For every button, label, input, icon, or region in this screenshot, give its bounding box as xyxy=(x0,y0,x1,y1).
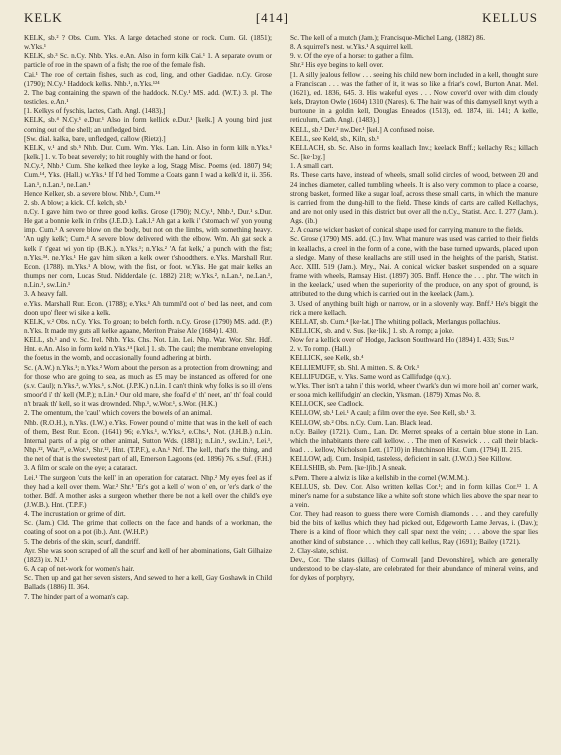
right-column-paragraph: Now fer a kellick over ol' Hodge, Jackson Southward Ho (1894) I. 433; Sus.¹² xyxy=(290,336,514,345)
right-column-paragraph: w.Yks. Ther isn't a tahn i' this world, wheer t'wark's dun wi more hoil an' corner wark, er sooa mich kellifudgin' an cleckin, Yksman. (1879) Xmas No. 8. xyxy=(290,381,538,400)
right-column-paragraph: KELLIFUDGE, v. Yks. Same word as Callifudge (q.v.). xyxy=(290,372,452,381)
left-column-paragraph: Lei.¹ The surgeon 'cuts the kell' in an operation for cataract. Nhp.² My eyes feel as if they had a kell over them. War.² Shr.¹ 'Er's got a kell o' won o' en, or 'er's dark o' the tother. Bdf. A mother asks a surgeon whether there be not a kell over the child's eye (J.W.B.). Hnt. (T.P.F.) xyxy=(24,473,272,509)
left-column-paragraph: [Sw. dial. kalka, bare, unfledged, callow (Rietz).] xyxy=(24,134,166,143)
page-header xyxy=(24,10,538,32)
right-column-paragraph: KELLOW, adj. Cum. Insipid, tasteless, deficient in salt. (J.W.O.) See Killow. xyxy=(290,455,512,464)
left-column-paragraph: Sc. Then up and gat her seven sisters, And sewed to her a kell, Gay Goshawk in Child Ballads (1886) II. 364. xyxy=(24,574,272,592)
right-column-paragraph: KELLOCK, see Cadlock. xyxy=(290,400,364,409)
right-column-paragraph: KELLOW, sb.¹ Lei.¹ A caul; a film over the eye. See Kell, sb.¹ 3. xyxy=(290,409,476,418)
right-column-paragraph: s.Pem. There a alwiz is like a kellshib in the cornel (W.M.M.). xyxy=(290,473,470,482)
left-column xyxy=(24,34,272,602)
right-column-paragraph: KELL, sb.² Der.² nw.Der.¹ [kel.] A confused noise. xyxy=(290,125,435,134)
left-column-paragraph: Cai.¹ The roe of certain fishes, such as cod, ling, and other Gadidae. n.Cy. Grose (1790); N.Cy.¹ Haddock kelks. Nhb.¹, n.Yks.¹²⁴ xyxy=(24,70,272,88)
left-column-paragraph: 7. The hinder part of a woman's cap. xyxy=(24,592,129,601)
left-column-paragraph: KELL, sb.¹ and v. Sc. Irel. Nhb. Yks. Chs. Not. Lin. Lei. Nhp. War. Wor. Shr. Hdf. Hnt. e.An. Also in form keld n.Yks.¹⁴ [kel.] 1. sb. The caul; the membrane enveloping the foetus in the womb, and occasionally found adhering at birth. xyxy=(24,336,272,363)
page-number: [414] xyxy=(255,10,289,25)
right-column-paragraph: KELLSHIB, sb. Pem. [ke·lʃib.] A sneak. xyxy=(290,464,407,473)
left-column-paragraph: Sc. (A.W.) n.Yks.¹; n.Yks.² Worn about the person as a protection from drowning; and for those who are going to sea, as much as £5 may be instanced as offered for one (s.v. Caul); n.Yks.³, w.Yks.¹, s.Not. (J.P.K.) n.Lin. I can't think why folks is so ill o'ens smoor'd i' th' kell (M.P.); n.Lin.¹ Our old mare, she foal'd e' th' neet, an' th' foal could n't braak th' kell, so it was drownded. Nhp.¹, w.Wor.¹, s.Wor. (H.K.) xyxy=(24,363,272,409)
right-column xyxy=(290,34,538,602)
right-column-paragraph: Rs. These carts have, instead of wheels, small solid circles of wood, between 20 and 24 inches diameter, called tumbling wheels. It is also very common to place a coarse, strong basket, formed like a sugar loaf, across these small carts, in which the manure is carried from the dung-hill to the field. These kinds of carts are called Kellachys, and are not only used in this district but over all the n.Cy., Statist. Acc. I. 277 (Jam.). Ags. (ib.) xyxy=(290,171,538,226)
right-column-paragraph: 2. Clay-slate, schist. xyxy=(290,546,349,555)
text-columns xyxy=(24,34,538,602)
left-column-paragraph: Ayr. She was soon scraped of all the scurf and kell of her abominations, Galt Gilhaize (1823) ix. N.I.¹ xyxy=(24,546,272,564)
right-column-paragraph: 3. Used of anything built high or narrow, or in a slovenly way. Bnff.¹ He's biggit the rick a mere kellach. xyxy=(290,299,538,317)
left-column-paragraph: Sc. (Jam.) Cld. The grime that collects on the face and hands of a workman, the coating of soot on a pot (ib.). Ant. (W.H.P.) xyxy=(24,519,272,537)
left-column-paragraph: KELK, sb.² ? Obs. Cum. Yks. A large detached stone or rock. Cum. Gl. (1851); w.Yks.¹ xyxy=(24,34,272,52)
left-column-paragraph: Nhb. (R.O.H.), n.Yks. (I.W.) e.Yks. Fower pound o' mitte that was in the kell of each of them, Best Rur. Econ. (1641) 96; e.Yks.¹, w.Yks.², e.Chs.¹, Not. (J.H.B.) n.Lin. Internal parts of a pig or other animal, Sutton Wds. (1881); n.Lin.¹, sw.Lin.¹, Lei.¹, Nhp.¹², War.²³, e.Wor.¹, Shr.¹², Hnt. (T.P.F.), e.An.¹ Nrf. The kell, that's the thing, and the net of that is the sweetest part of all, Emerson Lagoons (ed. 1896) 76. s.Suf. (F.H.) xyxy=(24,418,272,464)
left-column-paragraph: 2. sb. A blow; a kick. Cf. kelch, sb.¹ xyxy=(24,198,127,207)
right-column-paragraph: n.Cy. Bailey (1721). Cum., Lan. Dr. Merret speaks of a certain blue stone in Lan. which the inhabitants there call kellow. . . The men of Keswick . . . call their black-lead . . . kellow, Nicholson Lett. (1710) in Hutchinson Hist. Cum. (1794) II. 215. xyxy=(290,427,538,455)
right-column-paragraph: KELLIEMUFF, sb. Shl. A mitten. S. & Ork.¹ xyxy=(290,363,420,372)
left-column-paragraph: KELK, sb.³ Sc. n.Cy. Nhb. Yks. e.An. Also in form kilk Cai.¹ 1. A separate ovum or particle of roe in the spawn of a fish; the roe of the female fish. xyxy=(24,52,272,70)
left-column-paragraph: Hence Kelker, sb. a severe blow. Nhb.¹, Cum.¹⁴ xyxy=(24,189,160,198)
right-column-paragraph: Cor. They had reason to guess there were Cornish diamonds . . . and they carefully bid the bits of kellus which they had picked out, Edgeworth Lame Jervas, i. (Dav.); There is a kind of floor which they call spar next the vein; . . . above the spar lies another kind of substance . . . which they call kellus, Ray (1691); Bailey (1721). xyxy=(290,510,538,546)
right-column-paragraph: 2. v. To romp. (Hall.) xyxy=(290,345,351,354)
left-column-paragraph: 3. A heavy fall. xyxy=(24,290,68,299)
right-column-paragraph: Shr.² His eye begins to kell over. xyxy=(290,61,384,70)
right-column-paragraph: Sc. The kell of a mutch (Jam.); Francisque-Michel Lang. (1882) 86. xyxy=(290,34,486,42)
right-column-paragraph: KELLICK, see Kelk, sb.⁴ xyxy=(290,354,364,363)
left-column-paragraph: KELK, sb.⁴ N.Cy.¹ e.Dur.¹ Also in form kellick e.Dur.¹ [kelk.] A young bird just coming out of the shell; an unfledged bird. xyxy=(24,116,272,134)
left-column-paragraph: KELK, v.¹ and sb.⁵ Nhb. Dur. Cum. Wm. Yks. Lan. Lin. Also in form kilk n.Yks.¹ [kelk.] 1. v. To beat severely; to hit roughly with the hand or foot. xyxy=(24,143,272,162)
left-column-paragraph: N.Cy.², Nhb.¹ Cum. She kelked thee leyke a log, Stagg Misc. Poems (ed. 1807) 94; Cum.¹⁴, Yks. (Hall.) w.Yks.¹ If I'd hed Tomme a Coats gann I wad a kelk'd it, ii. 356. Lan.¹, n.Lan.¹, ne.Lan.¹ xyxy=(24,162,272,189)
right-column-paragraph: 2. A coarse wicker basket of conical shape used for carrying manure to the fields. xyxy=(290,226,524,235)
right-column-paragraph: Sc. Grose (1790) MS. add. (C.) Inv. What manure was used was carried to their fields in keallachs, a creel in the form of a cone, with the base turned upwards, placed upon a sledge. Many of these keallachs are still used in the heights of the parish, Statist. Acc. XIII. 519 (Jam.). Mry., Nai. A conical wicker basket suspended on a square frame with wheels, Ramsay Hist. (1897) 305. Bnff. Hence the . . . phr. 'The witch in in the keelack,' used when the superiority of the produce, on any spot of ground, is attributed to the dung which is carried out in the keelack (Jam.). xyxy=(290,235,538,299)
left-column-paragraph: 5. The debris of the skin, scurf, dandriff. xyxy=(24,537,141,546)
right-column-paragraph: 8. A squirrel's nest. w.Yks.¹ A squirrel kell. xyxy=(290,43,413,52)
left-column-paragraph: KELK, v.² Obs. n.Cy. Yks. To groan; to belch forth. n.Cy. Grose (1790) MS. add. (P.) n.Yks. It made my guts all kelke agaane, Meriton Praise Ale (1684) l. 430. xyxy=(24,317,272,335)
right-column-paragraph: 9. v. Of the eye of a horse: to gather a film. xyxy=(290,52,414,61)
right-column-paragraph: [1. A silly jealous fellow . . . seeing his child new born included in a kell, thought sure a Franciscan . . . was the father of it, it was so like a friar's cowl, Burton Anat. Mel. (1621), ed. 1836, 645. 3. His wakeful eyes . . . Now cover'd over with dim cloudy kels, Drayton Owle (1604) 1310 (Nares). 6. The hair was of this damysell knyt wyth a burtoune in a goldin kell, Douglas Eneados (1513), ed. 1874, iii. 141; A kelle, reticulum, Cath. Angl. (1483).] xyxy=(290,70,538,125)
right-column-paragraph: Dev., Cor. The slates (killas) of Cornwall [and Devonshire], which are generally understood to be clay-slate, are celebrated for their abundance of mineral veins, and for dykes of porphyry, xyxy=(290,555,538,583)
header-right-headword: KELLUS xyxy=(482,10,538,25)
left-column-paragraph: e.Yks. Marshall Rur. Econ. (1788); e.Yks.¹ Ah tumml'd oot o' bed las neet, and com doon upo' fleer wi sike a kelk. xyxy=(24,299,272,317)
header-left-headword: KELK xyxy=(24,10,63,25)
right-column-paragraph: 1. A small cart. xyxy=(290,162,334,171)
right-column-paragraph: KELL, see Keld, sb., Kiln, sb.¹ xyxy=(290,134,379,143)
right-column-paragraph: KELLUS, sb. Dev. Cor. Also written kellas Cor.¹; and in form killas Cor.¹² 1. A miner's name for a substance like a white soft stone which lies above the spar near to a vein. xyxy=(290,482,538,509)
right-column-paragraph: KELLOW, sb.² Obs. n.Cy. Cum. Lan. Black lead. xyxy=(290,418,433,427)
left-column-paragraph: 2. The bag containing the spawn of the haddock. N.Cy.¹ MS. add. (W.T.) 3. pl. The testicles. e.An.¹ xyxy=(24,88,272,107)
right-column-paragraph: KELLACH, sb. Sc. Also in forms keallach Inv.; keelack Bnff.; kellachy Rs.; killach Sc. [ke·lɔχ.] xyxy=(290,143,538,162)
right-column-paragraph: KELLAT, sb. Cum.⁴ [ke·lət.] The whiting pollack, Merlangus pollachius. xyxy=(290,317,501,326)
left-column-paragraph: 3. A film or scale on the eye; a cataract. xyxy=(24,464,138,473)
left-column-paragraph: 2. The omentum, the 'caul' which covers the bowels of an animal. xyxy=(24,409,213,418)
left-column-paragraph: [1. Kelkys of fyschis, lactes, Cath. Angl. (1483).] xyxy=(24,107,166,116)
left-column-paragraph: 6. A cap of net-work for women's hair. xyxy=(24,565,135,574)
left-column-paragraph: n.Cy. I gave him two or three good kelks. Grose (1790); N.Cy.¹, Nhb.¹, Dur.¹ s.Dur. He gat a bonnie kelk in t'ribs (J.E.D.). Lak.l.² Ah gat a kelk i' t'stomach wi' yon young imp. Cum.¹ A severe blow on the body, but not on the limbs, with something heavy. 'An ugly kelk'; Cum.⁴ A severe blow delivered with the elbow. Wm. Ah gat seck a kelk i' t'geat wi yon tip (B.K.). n.Yks.¹; n.Yks.² 'A fat kelk,' a punch with the fist; n.Yks.³⁴. ne.Yks.¹ He gav him siken a kelk ower t'shoodthers. e.Yks. Marshall Rur. Econ. (1788). m.Yks.¹ A blow, with the fist, or foot. w.Yks. He gat mair kelks an thumps ner corn, Lucas Stud. Nidderdale (c. 1882) 218; w.Yks.², n.Lan.¹, ne.Lan.¹, n.Lin.¹, sw.Lin.¹ xyxy=(24,207,272,290)
left-column-paragraph: 4. The incrustation or grime of dirt. xyxy=(24,510,126,519)
right-column-paragraph: KELLICK, sb. and v. Sus. [ke·lik.] 1. sb. A romp; a joke. xyxy=(290,327,454,335)
